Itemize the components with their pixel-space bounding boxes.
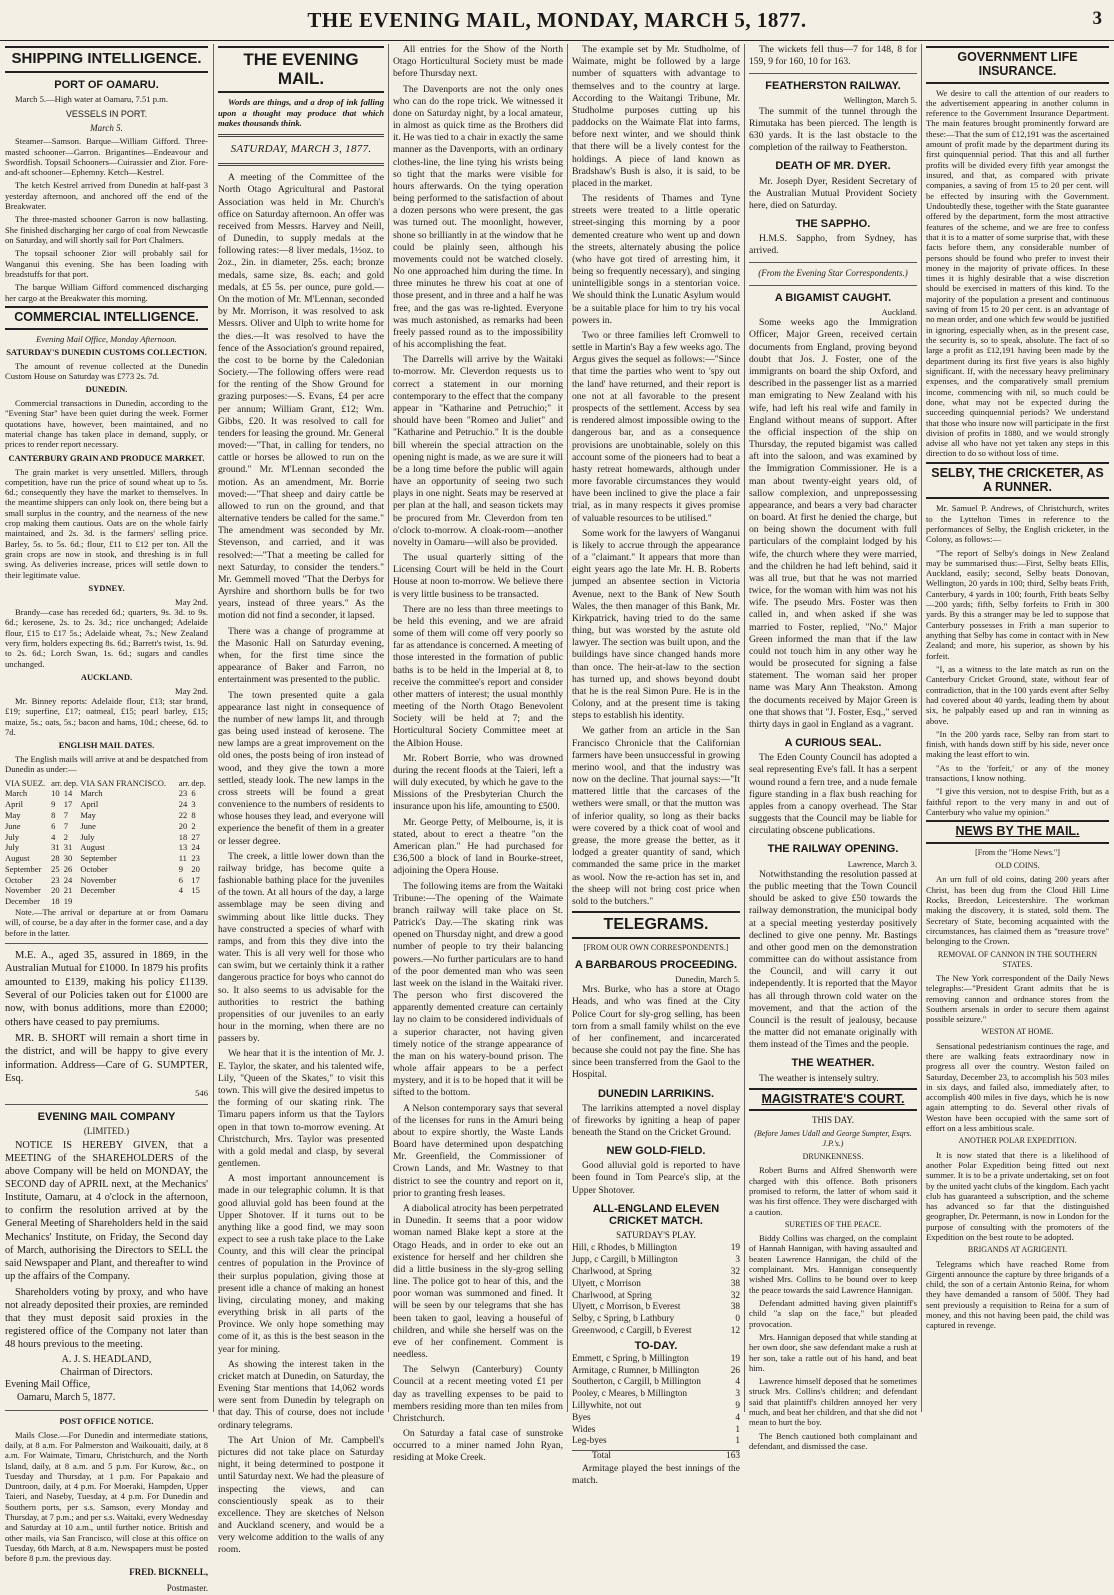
table-cell: 2 [63,831,69,842]
table-cell: Pooley, c Meares, b Millington [572,1389,688,1400]
table-row [572,1279,740,1291]
court-heading: MAGISTRATE'S COURT. [749,1088,917,1112]
weather-text: The weather is intensely sultry. [759,1072,879,1084]
insurance-ad: M.E. A., aged 35, assured in 1869, in the Australian Mutual for £1000. In 1879 his profits amounted to £139, making his policy £1139. Several of our Policies taken out for £1000 are now, with bonus additions, more than £2000; others have ceased to pay premiums. [5,949,208,1028]
shipping-para: The topsail schooner Zior will probably sail for Wanganui this evening. She has been loading with breadstuffs for that port. [5,248,208,279]
featherston-date: Wellington, March 5. [843,95,917,106]
table-cell: 17 [191,874,200,885]
news-paragraph: The example set by Mr. Studholme, of Waimate, might be followed by a large number of squatters with advantage to themselves and to the country at large. According to the Waitangi Tribune, Mr. Studholme purposes cutting up his paddocks on the Waimate Flat into farms, before next winter, and we should think that there will be a lively contest for the holdings. A piece of land known as Bradshaw's Bush is also, it is said, to be placed in the market. [572,44,740,189]
table-row [572,1366,740,1378]
vessels-list: Steamer—Samson. Barque—William Gifford. Three-masted schooner—Garron. Brigantines—Endeavour and Swordfish. Topsail Schooners—Cuirassier and Zior. Fore-and-aft schooner—Ephemny. Ketch—Kestrel. [5,136,208,178]
table-cell: Leg-byes [572,1436,607,1447]
table-cell: 18 [51,896,60,907]
mail-dates-table [5,778,208,907]
mail-note: Note.—The arrival or departure at or from Oamaru will, of course, be a day after in the former case, and a day before in the latter. [5,907,208,938]
column-2 [218,44,384,1556]
selby-heading: SELBY, THE CRICKETER, AS A RUNNER. [926,462,1109,500]
table-row [572,1354,740,1366]
divider [5,1410,208,1411]
court-para: Defendant admitted having given plaintiff's child "a slap on the face," but pleaded provocation. [749,1297,917,1329]
table-cell: August [80,842,105,853]
mail-header-cell: VIA SUEZ. [5,777,46,788]
newspaper-title: THE EVENING MAIL, MONDAY, MARCH 5, 1877. [307,8,807,32]
column-rule [567,44,568,1412]
news-paragraph: We gather from an article in the San Francisco Chronicle that the Californian farmers have been unsuccessful in growing merino wool, and that the industry was now on the decline. That journal says:—"It mattered little that the carcases of the wethers were small, or that the mutton was of inferior quality, so long as their backs were covered by a thick coat of wool and grease, the more grease the better, as it lodged a greater quantity of sand, which commanded the same price in the market as wool. Now the re-action has set in, and the sheep will not bring cost price when sold to the butchers." [572,725,740,907]
editorial-date: SATURDAY, MARCH 3, 1877. [230,143,372,156]
commercial-office: Evening Mail Office, Monday Afternoon. [36,333,177,344]
table-cell: Armitage, c Rumner, b Millington [572,1365,700,1376]
table-cell: 6 [51,820,56,831]
column-5 [749,44,917,1451]
table-cell: 18 [178,831,188,842]
news-paragraph: A meeting of the Committee of the North Otago Agricultural and Pastoral Association was held in Mr. Church's office on Saturday afternoon. An offer was received from Messrs. Harvey and Neill, of Dunedin, to supply medals at the following rates:—8 liver medals, 1½oz. to 2oz., 2in. in diameter, 25s. each; bronze medals, same size, 8s. each; and gold medals, at £5 5s. per ounce, pure gold.—On the motion of Mr. M'Lennan, seconded by Mr. Morrison, it was resolved to ask Messrs. Oliver and Ulph to write home for the dies.—It was resolved to have the fence of the Association's ground repaired, the cost to be borne by the Caledonian Society.—The following offers were read for the renting of the Show Ground for grazing purposes:—S. Evans, £4 per acre per annum; William Grant, £12; Wm. Gibbs, £20. It was resolved to call for tenders for leasing the ground. Mr. General moved:—"That, in calling for tenders, no cattle or horses be allowed to run on the ground." Mr. M'Lennan seconded the motion. As an amendment, Mr. Borrie moved:—"That sheep and dairy cattle be allowed to run on the ground, and that alternative tenders be called for the same." The amendment was seconded by Mr. Stevenson, and carried, and it was resolved:—"That a meeting be called for next Saturday, to consider the tenders." Mr. Gemmell moved "That the Derbys for Ayrshire and shorthorn bulls be for two years, instead of three years." As the motion did not find a seconder, it lapsed. [218,172,384,622]
company-office: Evening Mail Office, [5,1379,91,1391]
table-cell: 26 [63,863,73,874]
table-cell: 27 [191,831,200,842]
news-paragraph: The following items are from the Waitaki Tribune:—The opening of the Waimate branch railway will take place on St. Patrick's Day.—The skating rink was opened on Thursday night, and drew a good number of people to try their balancing powers.—No further particulars are to hand of the poor demented man who was seen last week on the island in the Waitaki river. The person who first discovered the apparently demented creature can certainly lay no claim to be considered individuals of a superior character, not having given timely notice of the strange appearance of the man on his watery-bound prison. The whole affair appears to be a perfect mystery, and it is to be hoped that it will be sifted to the bottom. [393,880,563,1099]
post-office-heading: POST OFFICE NOTICE. [59,1415,154,1426]
table-cell: October [80,863,108,874]
table-row [572,1401,740,1413]
ad-number: 546 [195,1088,208,1099]
local-news-paragraphs [572,44,740,908]
short-ad: MR. B. SHORT will remain a short time in the district, and will be happy to give every information. Address—Care of G. SUMPTER, Esq. [5,1032,208,1084]
cricket-heading: ALL-ENGLAND ELEVEN CRICKET MATCH. [592,1202,720,1227]
cricket-sub: SATURDAY'S PLAY. [616,1229,696,1240]
news-paragraph: The Davenports are not the only ones who can do the rope trick. We witnessed it done on Saturday night, by a local amateur, in almost as quick time as the Brothers did it. He was tied to a chair in exactly the same manner as the Davenports, with an ordinary clothes-line, the line tying his wrists being so tight that the marks were visible for hours afterwards. On the tying operation being performed to the satisfaction of about a dozen persons who were present, the gas was turned out. The moonlight, however, shone so brilliantly in at the window that he could be plainly seen, although his movements could not be watched closely. No one approached him during the time. In three minutes he threw his coat at one of those present, and in three and a half he was free, and the gas was re-lighted. Everyone was much astonished, as remarks had been freely passed round as to the impossibility of his accomplishing the feat. [393,83,563,351]
table-cell: 31 [51,842,60,853]
table-row [572,1389,740,1401]
news-paragraph: The Darrells will arrive by the Waitaki to-morrow. Mr. Cleverdon requests us to correct a statement in our morning contemporary to the effect that the company appear in "Katharine and Petruchio;" it should have been "Romeo and Juliet" and "Katharine and Petruchio." It is the double bill wherein the special attraction on the opening night is made, as we are sure it will be a long time before the public will again have an opportunity of seeing two such plays in one night. Seats may be reserved at per plan at the hall, and season tickets may be procured from Mr. Cleverdon from ten o'clock to-morrow. A cloak-room—another novelty in Oamaru—will also be provided. [393,354,563,548]
news-paragraph: Mr. Robert Borrie, who was drowned during the recent floods at the Taieri, left a will duly executed, by which he gave to the Missions of the Presbyterian Church the insurance upon his life, amounting to £500. [393,752,563,813]
table-cell: 7 [63,810,69,820]
customs-text: The amount of revenue collected at the Dunedin Custom House on Saturday was £773 2s. 7d. [5,360,208,382]
table-cell: Hill, c Rhodes, b Millington [572,1243,677,1254]
table-cell: 28 [51,853,60,864]
total-value: 163 [726,1451,740,1462]
mail-header-cell: arr. [178,777,190,788]
table-cell: August [5,853,30,864]
postmaster-title: Postmaster. [166,1583,208,1594]
news-paragraph: Some work for the lawyers of Wanganui is likely to accrue through the appearance of a "claimant." It appears that more than eight years ago the late Mr. H. B. Roberts jumped an absentee section in Victoria Avenue, next to the Bank of New South Wales, the then manager of this Bank, Mr. Kirkpatrick, having tried to do the same thing, but was worsted by the astute old lawyer. The section was built upon, and the buildings have since changed hands more than once. The heir-at-law to the section has turned up, and shows beyond doubt that he is the real Simon Pure. He is in the Colony, and at the present time is taking steps to establish his identity. [572,527,740,722]
table-row [5,853,208,864]
company-heading: EVENING MAIL COMPANY [37,1110,176,1123]
dyer-heading: DEATH OF MR. DYER. [775,160,891,173]
bigamist-text: Some weeks ago the Immigration Officer, Major Green, received certain documents from England, proving beyond doubt that Jos. J. Foster, one of the immigrants on board the ship Oxford, and described in the passenger list as a married man emigrating to New Zealand with his wife, had left his real wife and family in England without means of support. After the official inspection of the ship on Thursday, the reputed bigamist was called aft into the saloon, and was examined by the Immigration Commissioner. He is a man about twenty-eight years old, of sallow complexion, and unprepossessing appearance, and bears a very bad character on board. At first he denied the charge, but on being shown the document with full particulars of the complaint lodged by his wife, the church where they were married, and the children he had left behind, said it was all true, but that he was not married twice, for the woman with him was not his wife. The pseudo Mrs. Foster was then called in, and when asked if she was married to Foster, replied, "No." Major Green informed the man that if the law could not touch him in any other way he would be prosecuted for signing a false statement. The woman said her proper name was Mary Ann Theakston. Among the documents received by Major Green is one that shows that "J. Foster, Esq.," served thirty days in gaol in England as a vagrant. [749,317,917,730]
table-cell: 13 [178,842,188,853]
news-paragraph: There was a change of programme at the Masonic Hall on Saturday evening, when, for the first time since the appearance of Baker and Farron, no entertainment was presented to the public. [218,625,384,686]
news-paragraph: A most important announcement is made in our telegraphic column. It is that good alluvial gold has been found at the Upper Shotover. If it turns out to be anything like a good find, we may soon expect to see a rush take place to the Lake County, and this will clear the principal centres of population in the Province of their surplus population, giving those at present idle a chance of making an honest living, circulating money, and making everything brisk in all parts of the Province. We only hope something may come of it, as this is the best season in the year for mining. [218,1173,384,1355]
sydney-heading: SYDNEY. [88,582,125,593]
table-cell: 4 [51,831,56,842]
editorial-motto: Words are things, and a drop of ink falling upon a thought may produce that which makes thousands think. [218,97,384,128]
court-para: Lawrence himself deposed that he sometimes struck Mrs. Collins's children; and defendant said that plaintiff's children annoyed her very much, and beat her children, and that she did not mean to hurt the boy. [749,1376,917,1428]
table-cell: 17 [63,799,73,810]
shipping-para: The ketch Kestrel arrived from Dunedin at half-past 3 yesterday afternoon, and anchored off the end of the Breakwater. [5,180,208,212]
seal-heading: A CURIOUS SEAL. [784,737,882,750]
sappho-heading: THE SAPPHO. [795,218,871,231]
railway-date: Lawrence, March 3. [847,858,917,869]
table-cell: November [80,874,117,885]
wickets-text: The wickets fell thus—7 for 148, 8 for 159, 9 for 160, 10 for 163. [749,44,917,68]
table-cell: 24 [191,842,200,853]
table-row [572,1425,740,1437]
table-cell: May [80,810,96,820]
table-cell: 4 [735,1377,740,1388]
table-cell: 38 [730,1278,740,1289]
table-cell: 19 [63,896,73,907]
editorial-title: THE EVENING MAIL. [218,46,384,93]
divider [218,163,384,166]
table-cell: Greenwood, c Cargill, b Everest [572,1325,692,1336]
port-heading: PORT OF OAMARU. [54,78,159,91]
table-cell: 22 [178,810,188,820]
news-mail-source: [From the "Home News."] [975,848,1060,858]
court-day: THIS DAY. [811,1115,854,1126]
table-row [572,1377,740,1389]
commercial-heading: COMMERCIAL INTELLIGENCE. [5,306,208,330]
gold-text: Good alluvial gold is reported to have been found in Tom Pearce's slip, at the Upper Shotover. [572,1160,740,1196]
polar-heading: ANOTHER POLAR EXPEDITION. [958,1136,1077,1146]
table-cell: 1 [735,1436,740,1447]
shipping-para: The three-masted schooner Garron is now ballasting. She finished discharging her cargo of coal from Newcastle on Saturday, and will shortly sail for Port Chalmers. [5,214,208,246]
coins-heading: OLD COINS. [995,861,1040,871]
divider [218,134,384,137]
court-para: Mrs. Hannigan deposed that while standing at her own door, she saw defendant make a rush at her son, take a rattle out of his hand, and beat him. [749,1331,917,1373]
railway-text: Notwithstanding the resolution passed at the public meeting that the Town Council should be asked to give £50 towards the railway demonstration, the municipal body at a special meeting yesterday positively declined to give one penny. Mr. Bastings and other good men on the demonstration committee can do without assistance from the Council, and will carry it out independently. It is reported that the Mayor has all through thrown cold water on the movement, and that the action of the Council is the result of jealousy, because the matter did not emanate originally with them instead of the Times and the people. [749,868,917,1051]
cricket-table-today [572,1354,740,1448]
gold-heading: NEW GOLD-FIELD. [606,1145,706,1158]
larrikins-text: The larrikins attempted a novel display of fireworks by igniting a heap of paper beneath the Stand on the Cricket Ground. [572,1102,740,1138]
table-cell: Jupp, c Cargill, b Millington [572,1255,678,1266]
table-cell: 24 [63,874,73,885]
weather-heading: THE WEATHER. [791,1057,875,1070]
auckland-text: Mr. Binney reports: Adelaide flour, £13; star brand, £19; superfine, £17; oatmeal, £15; pearl barley, £15; maize, 5s.; oats, 5s.; bacon and hams, 10d.; cheese, 6d. to 7d. [5,696,208,737]
mail-rows [5,788,208,907]
table-cell: December [80,885,116,896]
table-cell: 6 [178,874,183,885]
selby-quote: "The report of Selby's doings in New Zealand may be summarised thus:—First, Selby beats Ellis, Auckland, easily; second, Selby beats Donovan, Wellington, 20 yards in 100; third, Selby beats Frith, Canterbury, 4 yards in 100; fourth, Frith beats Selby—200 yards; fifth, Selby forfeits to Frith in 300 yards. By this a stranger may be led to suppose that Canterbury possesses in Frith a man superior to anything that Selby has come in contact with in New Zealand; and more, his superior, as shown by his forfeit. [926,547,1109,661]
shipping-para: The barque William Gifford commenced discharging her cargo at the Breakwater this morning. [5,282,208,303]
news-paragraph: On Saturday a fatal case of sunstroke occurred to a miner named John Ryan, residing at Moke Creek. [393,1428,563,1464]
star-correspondents: (From the Evening Star Correspondents.) [758,268,908,279]
table-cell: 14 [63,788,73,799]
table-cell [80,896,178,907]
company-signature-title: Chairman of Directors. [60,1366,153,1378]
table-cell: March [80,788,103,799]
table-cell: July [80,831,95,842]
table-cell: April [80,799,99,810]
table-cell: 21 [63,885,73,896]
news-mail-heading: NEWS BY THE MAIL. [926,820,1109,844]
table-cell: 4 [735,1412,740,1423]
table-cell: Ulyett, c Morrison [572,1278,641,1289]
table-cell: 19 [730,1243,740,1254]
table-cell: September [5,863,42,874]
news-paragraph: The creek, a little lower down than the railway bridge, has become quite a fashionable bathing place for the juveniles of the town. At all hours of the day, a large assemblage may be seen diving and swimming about like little ducks. They have constructed a species of wharf with ramps, and from this they dive into the water. This is all very well for those who can swim, but we certainly think it a rather dangerous practice for boys who cannot do so. It also seems to us advisable for the authorities to restrict the bathing propensities of our juveniles to an early hour in the morning, when there are no passers by. [218,850,384,1045]
dunedin-market-text: Commercial transactions in Dunedin, according to the "Evening Star" have been quiet during the week. Former quotations have, however, been maintained, and no material change has taken place in demand, supply, or prices to render report necessary. [5,398,208,450]
news-paragraph: Mr. George Petty, of Melbourne, is, it is stated, about to erect a theatre "on the American plan." He had purchased for £36,500 a block of land in Bourke-street, adjoining the Opera House. [393,816,563,877]
table-cell: 3 [735,1255,740,1266]
table-cell: 9 [51,799,56,810]
divider [5,1104,208,1105]
dyer-text: Mr. Joseph Dyer, Resident Secretary of the Australian Mutual Provident Society here, died on Saturday. [749,175,917,211]
brigands-heading: BRIGANDS AT AGRIGENTI. [967,1245,1068,1255]
table-cell: Charlwood, at Spring [572,1290,652,1301]
table-cell: 12 [730,1325,740,1336]
table-cell: 10 [51,788,60,799]
table-cell: 32 [730,1290,740,1301]
larrikins-heading: DUNEDIN LARRIKINS. [597,1087,715,1100]
table-cell: Lillywhite, not out [572,1401,642,1412]
column-rule [213,44,214,1412]
company-sub: (LIMITED.) [83,1125,130,1136]
table-cell: 31 [63,842,73,853]
table-row [572,1314,740,1326]
table-cell: 8 [191,810,196,820]
table-cell: July [5,831,20,842]
table-row [5,864,208,875]
selby-quote: "As to the 'forfeit,' or any of the money transactions, I know nothing. [926,762,1109,784]
railway-heading: THE RAILWAY OPENING. [767,843,899,856]
vessels-heading: VESSELS IN PORT. [65,108,148,119]
table-row [572,1413,740,1425]
table-cell: 23 [51,874,60,885]
table-cell: June [80,820,96,831]
page-number: 3 [1092,8,1102,29]
divider [749,285,917,286]
postmaster-signature: FRED. BICKNELL, [129,1566,208,1577]
polar-text: It is now stated that there is a likelihood of another Polar Expedition being fitted out next summer. It is to be a private undertaking, set on foot by the united yacht clubs of the kingdom. Each yacht club has guaranteed a subscription, and the scheme has advanced so far that the distinguished geographer, Dr. Petermann, is now in London for the purpose of consulting with the promoters of the Expedition on the best route to be adopted. [926,1149,1109,1243]
customs-heading: SATURDAY'S DUNEDIN CUSTOMS COLLECTION. [6,346,207,357]
vessels-date: March 5. [90,122,123,133]
table-cell: 38 [730,1302,740,1313]
sydney-text: Brandy—case has receded 6d.; quarters, 9s. 3d. to 9s. 6d.; kerosene, 2s. to 2s. 3d.; rice unchanged; Adelaide flour, £15 to £17 5s.; Adelaide wheat, 7s.; New Zealand very firm, holders expecting 8s. 6d.; Barrett's twist, 1s. 9d. to 2s. 6d.; Lorch Swan, 1s. 6d.; sugars and candles unchanged. [5,607,208,669]
peace-text: Biddy Collins was charged, on the complaint of Hannah Hannigan, with having assaulted and beaten Lawrence Hannigan, the child of the complainant. Mrs. Hannigan consequently wished Mrs. Collins to be bound over to keep the peace towards the said Lawrence Hannigan. [749,1233,917,1295]
divider [749,262,917,263]
news-paragraph: The Selwyn (Canterbury) County Council at a recent meeting voted £1 per day as travelling expenses to be paid to members residing more than ten miles from Christchurch. [393,1364,563,1424]
auckland-heading: AUCKLAND. [80,671,133,682]
cricket-total [572,1450,740,1463]
bigamist-heading: A BIGAMIST CAUGHT. [774,291,892,304]
mail-dates-heading: ENGLISH MAIL DATES. [58,740,155,751]
table-row [572,1451,740,1463]
news-paragraph: All entries for the Show of the North Otago Horticultural Society must be made before Thursday next. [393,44,563,80]
table-cell: April [5,799,23,810]
selby-quote: "I give this version, not to despise Frith, but as a faithful report to the very many in and out of Canterbury who value my opinion." [926,786,1109,817]
table-cell: 3 [735,1389,740,1400]
weston-heading: WESTON AT HOME. [981,1027,1054,1037]
mail-dates-intro: The English mails will arrive at and be despatched from Dunedin as under:— [5,754,208,775]
table-row [5,832,208,843]
local-news-paragraphs [393,44,563,1465]
news-paragraph: The Art Union of Mr. Campbell's pictures did not take place on Saturday night, it being determined to postpone it until Saturday next. We had the pleasure of inspecting the views, and can conscientiously speak as to their excellence. They are sketches of Nelson and Auckland scenery, and would be a very welcome addition to the walls of any room. [218,1434,384,1556]
column-4 [572,44,740,1487]
table-cell: 9 [735,1401,740,1412]
table-row [572,1291,740,1303]
column-rule [921,44,922,1412]
table-cell [179,896,192,907]
shipping-heading: SHIPPING INTELLIGENCE. [5,46,208,73]
table-cell: December [5,896,40,907]
company-date: Oamaru, March 5, 1877. [17,1392,116,1404]
table-cell: 26 [730,1365,740,1376]
news-paragraph: We hear that it is the intention of Mr. J. E. Taylor, the skater, and his talented wife, Lily, "Queen of the Skates," to visit this town. This will give the desired impetus to the forming of our skating rink. The Timaru papers inform us that the Taylors open in that town to-morrow evening. At Christchurch, Mrs. Taylor was presented with a gold medal and clasp, by several gentlemen. [218,1048,384,1170]
mail-header-cell: dep. [63,777,79,788]
barbarous-heading: A BARBAROUS PROCEEDING. [574,958,738,971]
table-row [5,810,208,821]
bigamist-date: Auckland. [881,307,917,317]
table-cell: 8 [51,810,56,820]
court-para: The Bench cautioned both complainant and defendant, and dismissed the case. [749,1430,917,1451]
table-row [5,896,208,907]
table-row [572,1243,740,1255]
table-row [572,1302,740,1314]
sappho-text: H.M.S. Sappho, from Sydney, has arrived. [749,233,917,257]
table-cell: 9 [178,863,183,874]
today-heading: TO-DAY. [634,1339,678,1352]
canterbury-heading: CANTERBURY GRAIN AND PRODUCE MARKET. [8,452,205,463]
table-cell: 20 [51,885,60,896]
cannon-heading: REMOVAL OF CANNON IN THE SOUTHERN STATES. [937,949,1098,969]
table-cell: 32 [730,1266,740,1277]
coins-text: An urn full of old coins, dating 200 years after Christ, has been dug from the Cloud Hill Lime Rocks, Breedon, Leicestershire. The workman making the discovery, it is stated, sold them. The Secretary of State, becoming acquainted with the circumstances, has claimed them as "treasure trove" belonging to the Crown. [926,874,1109,947]
post-office-text: Mails Close.—For Dunedin and intermediate stations, daily, at 8 a.m. For Palmerston and Waikouaiti, daily, at 8 a.m. For Waimate, Timaru, Christchurch, and the North Island, daily, at 8 a.m. and 5 p.m. For Kurow, &c., on Tuesday and Thursday, at 1 p.m. For Papakaio and Duntroon, daily, at 4 p.m. For Moeraki, Hampden, Upper Taieri, and Naseby, Tuesday, at 4 p.m. For Dunedin and Southern ports, per s.s. Samson, every Monday and Thursday, at 7 p.m.; and per s.s. Waitaki, every Wednesday and Saturday at 10 a.m., until further notice. British and other mails, via San Francisco, will close at this office on Tuesday, 6th March, at 8 a.m. Newspapers must be posted before 8 p.m. the previous day. [5,1429,208,1564]
table-cell: 19 [730,1353,740,1364]
divider [5,943,208,944]
table-cell: 0 [735,1314,740,1325]
table-cell: 6 [191,788,196,799]
peace-heading: SURETIES OF THE PEACE. [784,1219,882,1229]
table-cell: 30 [63,853,73,864]
table-cell: 20 [191,863,200,874]
table-cell: 24 [178,799,188,810]
editorial-paragraphs [218,172,384,1556]
news-paragraph: As showing the interest taken in the cricket match at Dunedin, on Saturday, the Evening Star mentions that 14,062 words were sent from Dunedin by telegraph on that day. This of course, does not include ordinary telegrams. [218,1358,384,1431]
table-cell: Selby, c Spring, b Lathbury [572,1314,675,1325]
news-paragraph: The town presented quite a gala appearance last night in consequence of the number of new lamps lit, and through gas being used instead of kerosene. The new lamps are a great improvement on the old ones, the posts being of iron instead of wood, and they give the town a more settled, steady look. The new lamps in the cross streets will be found a great convenience to the numbers of residents to whose houses they lead, and everyone will experience the benefit of them in a greater or lesser degree. [218,689,384,847]
table-row [5,885,208,896]
column-rule [744,44,745,1412]
table-cell: 11 [178,853,187,864]
table-cell: Ulyett, c Morrison, b Everest [572,1302,681,1313]
column-1 [5,44,208,1594]
cannon-text: The New York correspondent of the Daily News telegraphs:—"President Grant admits that he is removing cannon and ordnance stores from the Southern arsenals in order to secure them against possible seizure." [926,972,1109,1025]
court-before: (Before James Udall and George Sumpter, Esqrs. J.P.'s.) [754,1128,912,1149]
telegrams-sub: [FROM OUR OWN CORRESPONDENTS.] [583,942,729,952]
table-cell: 15 [191,885,200,896]
table-cell: July [5,842,20,853]
table-cell: 7 [63,820,69,831]
table-cell: 25 [51,863,60,874]
drunkenness-heading: DRUNKENNESS. [802,1152,864,1162]
gov-insurance-text: We desire to call the attention of our readers to the advertisement appearing in another column in reference to the Government Insurance Department. The main features brought prominently forward are these:—That the sum of £12,191 was the ascertained amount of profit made by the department during its first quinquennial period. That this and all further profits will be divided every fifth year amongst the insured, and that, as compared with private companies, a saving of from 15 to 20 per cent. will be effected by insuring with the Government. Undoubtedly these, together with the State guarantee offered by the department, form the most attractive features of the scheme, and we are free to confess that it is to a matter of some surprise that, with these facts before them, any considerable number of persons should be found who prefer to invest their money in the majority of private offices. In these times it is highly desirable that a wise discretion should be exercised in matters of this kind. To the majority of the population a present and continuous saving of from 15 to 20 per cent. is an advantage of no mean order, and one which few would be justified in ignoring, especially when, as in the present case, the security is, so to speak, absolute. The fact of so large a profit as £12,191 having been made by the department during its first five years is also highly significant. If, with the necessary heavy preliminary expenses, and the comparatively small premium income, commencing with nil, so much could be done, what may not be expected during the succeeding quinquennial periods? We understand that those who insure now will participate in the first division of profits in 1880, and we would strongly advise all who have not yet taken any steps in this direction to do so without loss of time. [926,87,1109,459]
news-paragraph: There are no less than three meetings to be held this evening, and we are afraid some of them will come off very poorly so far as attendance is concerned. A meeting of those interested in the formation of public baths is to be held in the Imperial at 8, to receive the committee's report and consider other matters of interest; the usual monthly meeting of the North Otago Benevolent Society will be held at 7; and the Horticultural Society Committee meet at the Albion House. [393,603,563,749]
table-cell: 23 [178,788,188,799]
news-paragraph: Two or three families left Cromwell to settle in Martin's Bay a few weeks ago. The Argus gives the sequel as follows:—"Since that time the parties who went to 'spy out the land' have returned, and their report is one not at all favorable to the present prospects of the settlement. Access by sea is rendered almost impossible owing to the dangerous bar, and as a consequence provisions are unobtainable, solely on this account some of the pioneers had to beat a hasty retreat homewards, although under more favorable circumstances they would have been inclined to give the place a fair trial, as in many respects it gives promise of valuable resources to be utilised." [572,329,740,524]
table-cell: Southerton, c Cargill, b Millington [572,1377,701,1388]
drunkenness-text: Robert Burns and Alfred Shenworth were charged with this offence. Both prisoners promised to reform, the latter of whom said it was his first offence. They were discharged with a caution. [749,1165,917,1217]
dunedin-market-heading: DUNEDIN. [85,384,128,395]
table-cell: March [5,788,28,799]
table-cell: 4 [178,885,183,896]
company-signature: A. J. S. HEADLAND, [61,1354,152,1366]
total-label: Total [592,1451,611,1462]
weston-text: Sensational pedestrianism continues the rage, and there are walking feats extraordinary now in progress all over the country. Weston failed on Saturday, December 23, to accomplish his 503 miles in six days, and failed also, immediately after, to accomplish 400 miles in five days, which he is now again attempting to do. Several other rivals of Weston have been occupied with the same sort of effort on a less ambitious scale. [926,1040,1109,1134]
selby-quote: "In the 200 yards race, Selby ran from start to finish, with hands down stiff by his side, never once making the least effort to win. [926,728,1109,760]
selby-text: Mr. Samuel P. Andrews, of Christchurch, writes to the Lyttelton Times in reference to the performances of Selby, the English cricketer, in the Colony, as follows:— [926,503,1109,545]
mail-header-cell: VIA SAN FRANCISCO. [80,777,167,788]
gov-insurance-heading: GOVERNMENT LIFE INSURANCE. [926,46,1109,84]
table-cell: 3 [191,799,196,810]
featherston-heading: FEATHERSTON RAILWAY. [765,80,901,93]
table-row [5,842,208,853]
table-cell: May [5,810,21,820]
table-row [5,799,208,810]
telegrams-heading: TELEGRAMS. [572,911,740,939]
cricket-end: Armitage played the best innings of the match. [572,1463,740,1487]
table-row [572,1436,740,1448]
table-cell: June [5,820,21,831]
auckland-date: May 2nd. [175,685,208,696]
table-row [5,821,208,832]
barbarous-date: Dunedin, March 5. [675,973,740,984]
column-6 [926,44,1109,1412]
table-row [572,1267,740,1279]
table-cell: Wides [572,1424,596,1435]
table-row [5,875,208,886]
sydney-date: May 2nd. [175,596,208,607]
table-cell: 20 [178,820,188,831]
masthead [0,0,1114,41]
column-rule [388,44,389,1412]
news-paragraph: The usual quarterly sitting of the Licensing Court will be held in the Court House at noon to-morrow. We believe there is very little business to be transacted. [393,552,563,600]
selby-quote: "I, as a witness to the late match as run on the Canterbury Cricket Ground, state, without fear of contradiction, that in the 100 yards event after Selby had covered about 40 yards, leading them by about six, he palpably eased up and ran in winning as above. [926,663,1109,726]
table-cell: Byes [572,1412,591,1423]
barbarous-text: Mrs. Burke, who has a store at Otago Heads, and who was fined at the City Police Court for sly-grog selling, has been torn from a small family whilst on the eve of her confinement, and incarcerated because she could not pay the fine. She has since been transferred from the Gaol to the Hospital. [572,984,740,1081]
table-row [572,1326,740,1338]
featherston-text: The summit of the tunnel through the Rimutaka has been pierced. The length is 630 yards. It is the last obstacle to the completion of the railway to Featherston. [749,105,917,154]
table-cell: 23 [191,853,200,864]
news-paragraph: The residents of Thames and Tyne streets were treated to a little operatic street-singing this morning by a poor demented creature who went up and down the streets, alternately abusing the police (who have got tired of arresting him, it being so frequently necessary), and singing unintelligible songs in a stentorian voice. We should think the Lunatic Asylum would be a suitable place for him to try his vocal powers in. [572,193,740,326]
company-notice: NOTICE IS HEREBY GIVEN, that a MEETING of the SHAREHOLDERS of the above Company will be held on MONDAY, the SECOND day of APRIL next, at the Mechanics' Institute, Oamaru, at 4 o'clock in the afternoon, to confirm the resolution arrived at by the General Meeting of Shareholders held in the said Mechanics' Institute, on Friday, the Second day of March, authorising the Directors to SELL the said Newspaper and Plant, and thereafter to wind up the affairs of the Company. [5,1140,208,1282]
table-cell: Emmett, c Spring, b Millington [572,1353,689,1364]
table-row [5,788,208,799]
mail-header-row [5,778,208,789]
brigands-text: Telegrams which have reached Rome from Girgenti announce the capture by three brigands of a child, the son of a certain Antonio Reina, for whom they have demanded a ransom of 500f. They had sent previously a requisition to Reina for a sum of money, and this not having been paid, the child was captured in revenge. [926,1258,1109,1331]
table-cell: October [5,874,33,885]
table-cell: Charlwood, at Spring [572,1266,652,1277]
divider [749,73,917,74]
table-cell [191,896,208,907]
cricket-table-saturday [572,1243,740,1337]
column-3 [393,44,563,1464]
mail-header-cell: dep. [191,777,206,788]
seal-text: The Eden County Council has adopted a seal representing Eve's fall. It has a serpent wound round a fern tree, and a nude female figure standing in a flax bush reaching for apples from a canopy overhead. The Star suggests that the Council may be liable for circulating obscene publications. [749,752,917,837]
table-row [572,1255,740,1267]
canterbury-text: The grain market is very unsettled. Millers, through competition, have run the price of sound wheat up to 5s. 6d.; consequently they have the market to themselves. In the meantime shippers can only look on, there being but a small surplus in the country, and the nearness of the new crop making them cautious. Oats are on the whole fairly maintained, and 2s. 3d. is the farmers' selling price. Barley, 5s. to 5s. 6d.; flour, £11 to £12 per ton. All the grain crops are now in stook, and threshing is in full swing. As deliveries increase, prices will settle down to their legitimate value. [5,466,208,580]
table-cell: 1 [735,1424,740,1435]
mail-header-cell: arr. [51,777,63,788]
table-cell: September [80,853,117,864]
high-water: March 5.—High water at Oamaru, 7.51 p.m. [15,93,168,104]
table-cell: 2 [191,820,196,831]
news-paragraph: A Nelson contemporary says that several of the licenses for runs in the Amuri being about to expire shortly, the Waste Lands Board have determined upon despatching Mr. Greenfield, the Commissioner of Crown Lands, and Mr. Wastney to that district to see the country and report on it, prior to granting fresh leases. [393,1102,563,1199]
table-cell: November [5,885,41,896]
news-paragraph: A diabolical atrocity has been perpetrated in Dunedin. It seems that a poor widow woman named Blake kept a store at the Otago Heads, and in order to eke out an existence for herself and her children she did a little business in the sly-grog selling line. The police got to hear of this, and the poor woman was summoned and fined. It will be seen by our telegrams that she has been taken to gaol, leaving a houseful of children, and while she herself was on the eve of her confinement. Comment is needless. [393,1202,563,1361]
company-proxy: Shareholders voting by proxy, and who have not already deposited their proxies, are reminded that they must deposit said proxies in the registered office of the Company not later than 48 hours previous to the meeting. [5,1286,208,1351]
